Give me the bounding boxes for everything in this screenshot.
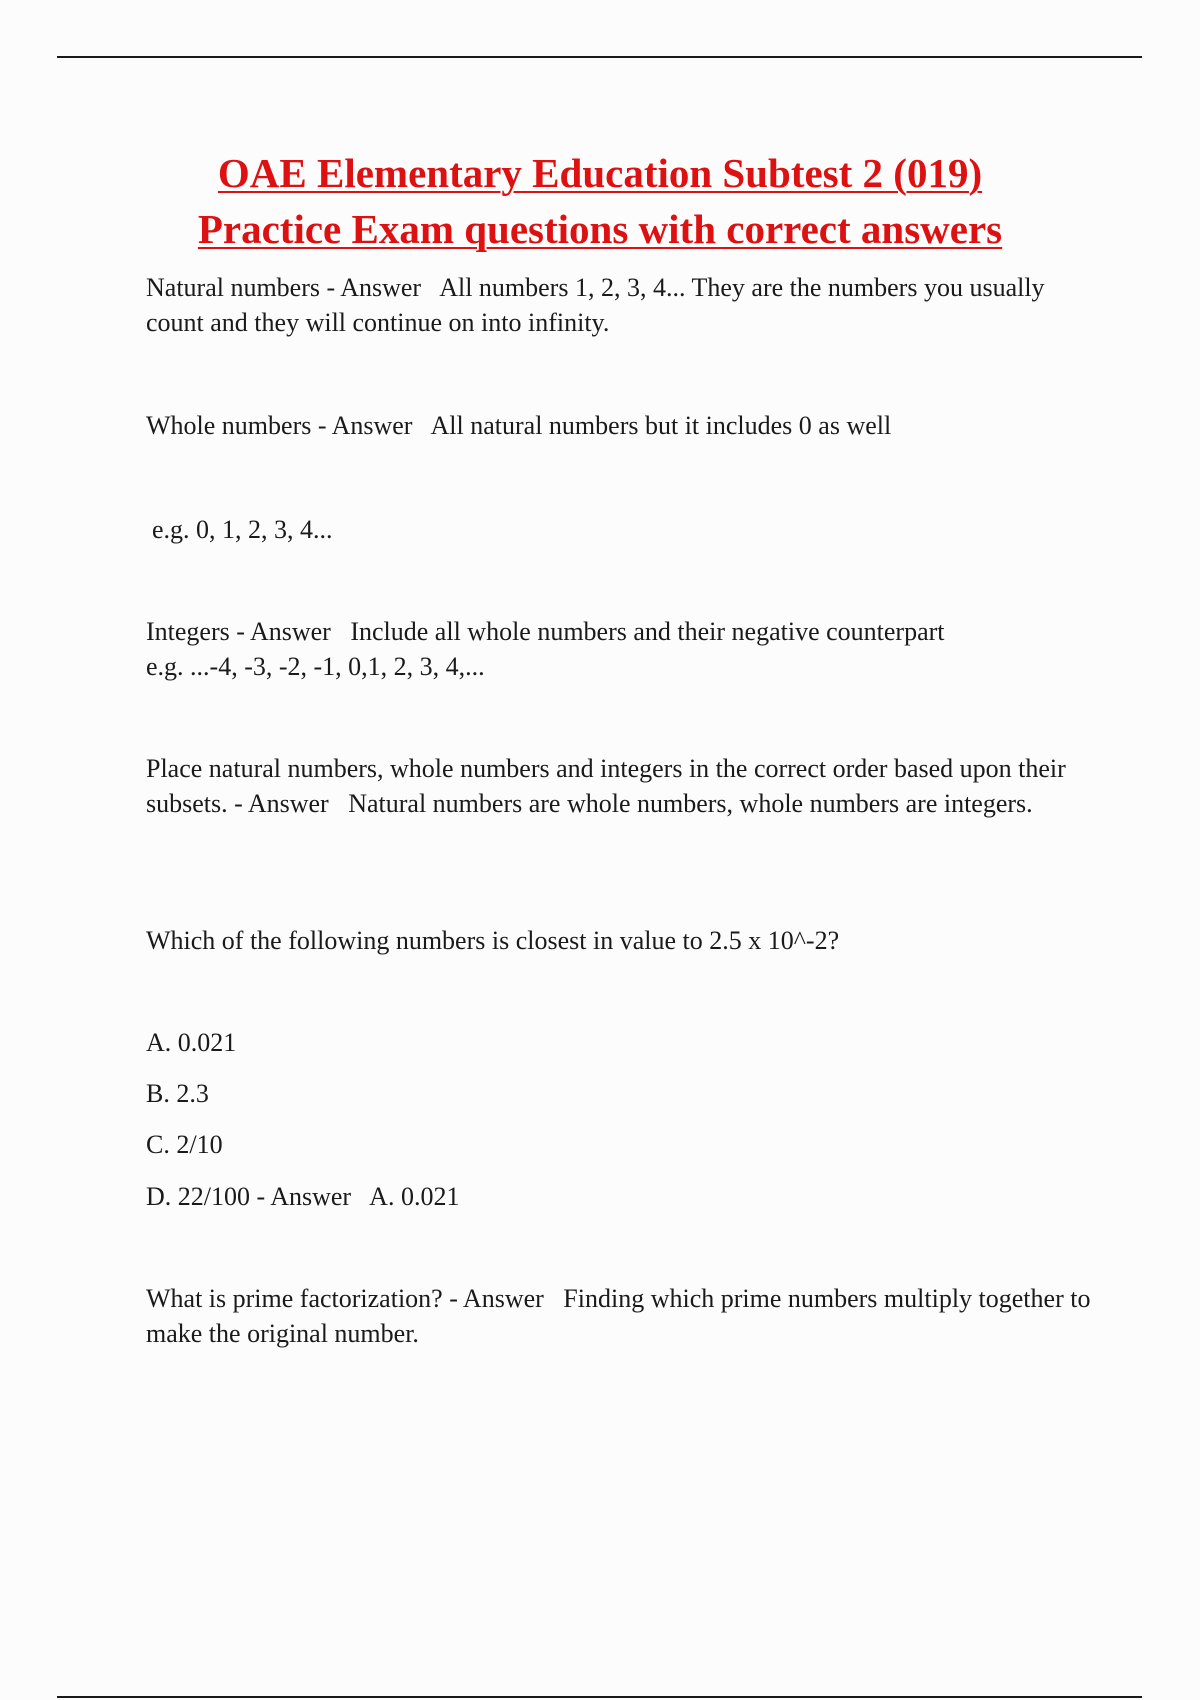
title-line-1: OAE Elementary Education Subtest 2 (019) [217, 150, 983, 196]
question-text: Place natural numbers, whole numbers and integers in the correct order based upon their subsets. - Answer [146, 754, 1066, 818]
top-rule [57, 56, 1142, 58]
question-text: Whole numbers - Answer [146, 411, 413, 440]
integers-example [146, 649, 1106, 684]
answer-text: Finding which prime numbers multiply together to make the original number. [146, 1284, 1091, 1348]
question-text: Integers - Answer [146, 617, 331, 646]
example-text: e.g. ...-4, -3, -2, -1, 0,1, 2, 3, 4,... [146, 652, 485, 681]
option-text: D. 22/100 - Answer [146, 1182, 352, 1211]
qa-item-integers [146, 614, 1106, 649]
answer-text: All numbers 1, 2, 3, 4... They are the numbers you usually count and they will continue on into infinity. [146, 273, 1045, 337]
example-text: e.g. 0, 1, 2, 3, 4... [152, 515, 333, 544]
qa-item-whole-numbers [146, 408, 1106, 443]
option-a [146, 1025, 1106, 1060]
page-title [0, 145, 1200, 257]
question-text: Natural numbers - Answer [146, 273, 422, 302]
answer-text: Natural numbers are whole numbers, whole numbers are integers. [348, 789, 1033, 818]
question-text: Which of the following numbers is closest in value to 2.5 x 10^-2? [146, 926, 840, 955]
whole-numbers-example [152, 512, 1112, 547]
qa-item-prime-factorization [146, 1281, 1106, 1351]
qa-item-closest-value [146, 923, 1106, 958]
option-text: B. 2.3 [146, 1079, 209, 1108]
title-line-2: Practice Exam questions with correct answers [197, 206, 1003, 252]
bottom-rule [57, 1696, 1142, 1698]
option-b [146, 1076, 1106, 1111]
answer-text: A. 0.021 [369, 1182, 460, 1211]
option-d [146, 1179, 1106, 1214]
qa-item-subsets-order [146, 751, 1106, 821]
question-text: What is prime factorization? - Answer [146, 1284, 544, 1313]
answer-text: All natural numbers but it includes 0 as well [430, 411, 892, 440]
answer-text: Include all whole numbers and their negative counterpart [350, 617, 945, 646]
option-text: C. 2/10 [146, 1130, 223, 1159]
option-text: A. 0.021 [146, 1028, 237, 1057]
qa-item-natural-numbers [146, 270, 1106, 340]
option-c [146, 1127, 1106, 1162]
